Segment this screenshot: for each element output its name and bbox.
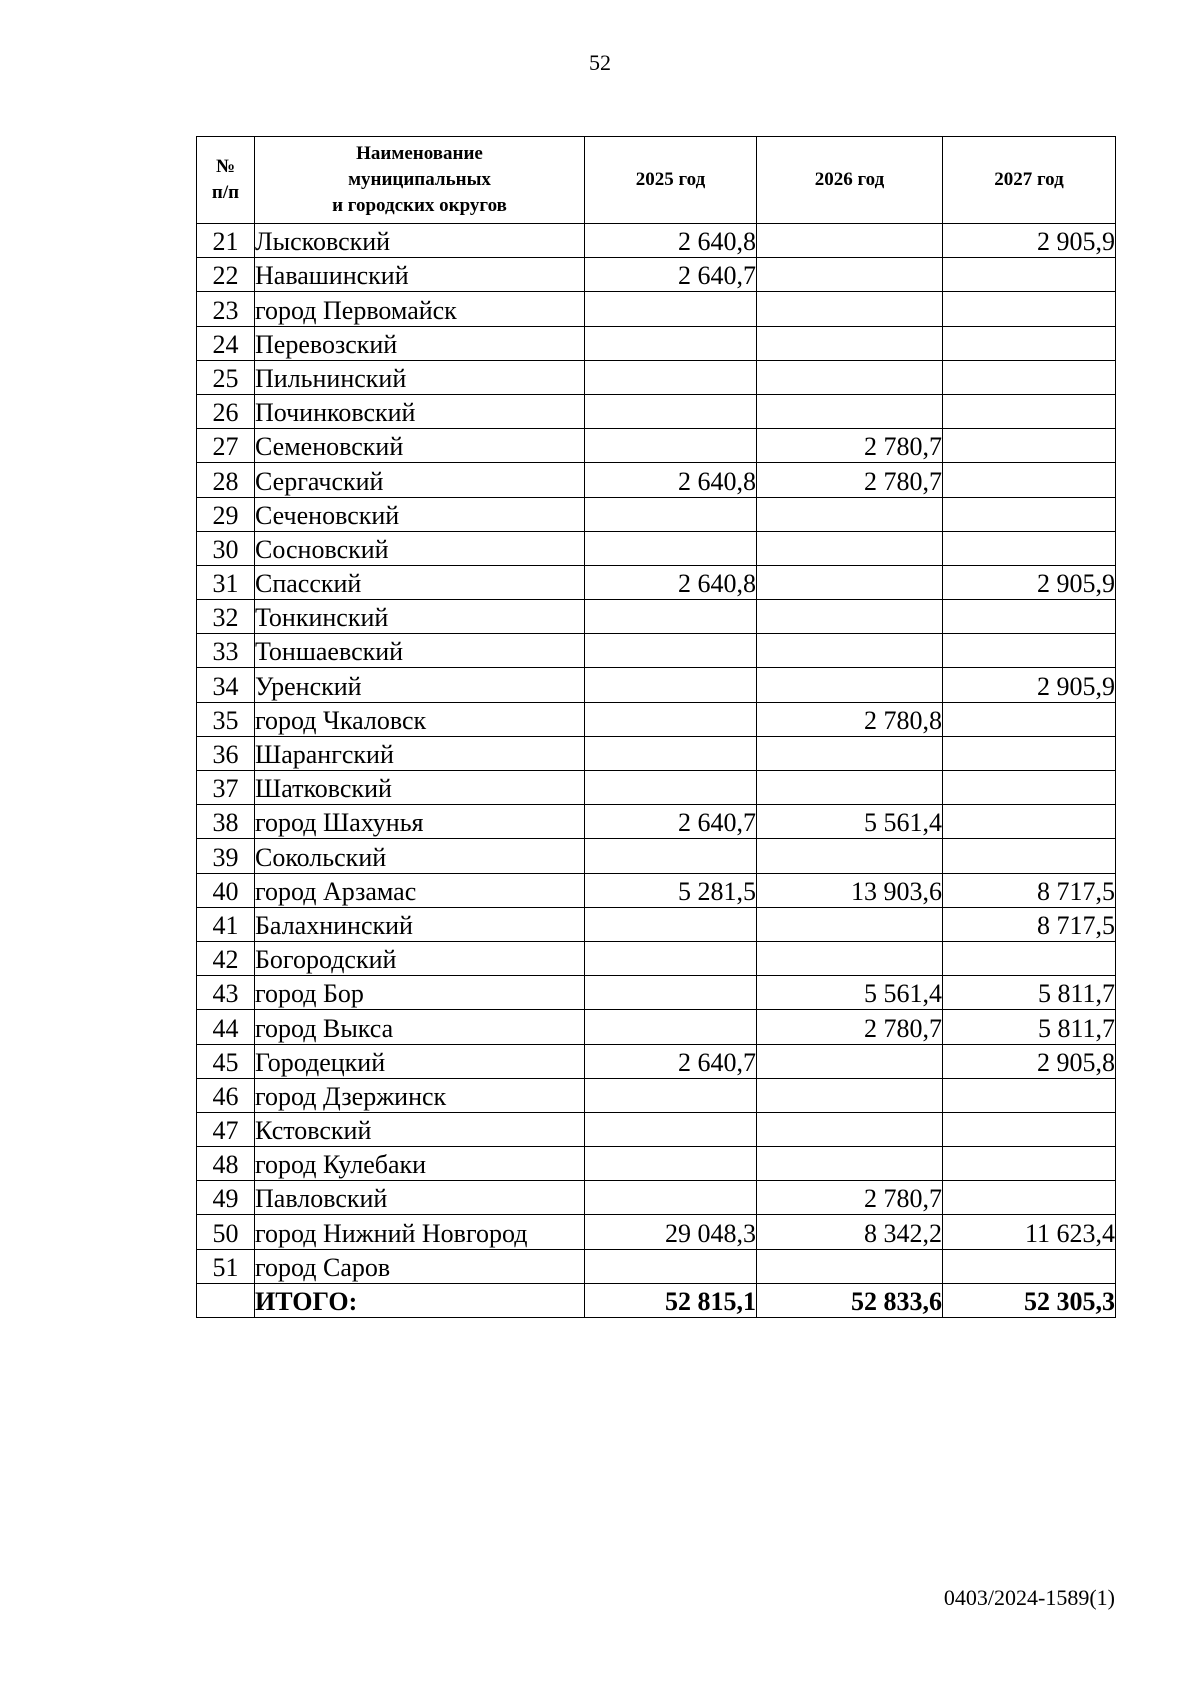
value-2025 — [585, 1147, 757, 1181]
value-2026 — [757, 907, 943, 941]
municipality-name: Балахнинский — [255, 907, 585, 941]
row-number: 50 — [197, 1215, 255, 1249]
table-row — [197, 736, 1116, 770]
header-num: № п/п — [197, 137, 255, 224]
row-number: 43 — [197, 976, 255, 1010]
row-number: 23 — [197, 292, 255, 326]
municipality-name: город Дзержинск — [255, 1078, 585, 1112]
table-row — [197, 565, 1116, 599]
municipality-name: Пильнинский — [255, 360, 585, 394]
value-2026 — [757, 668, 943, 702]
value-2025 — [585, 1078, 757, 1112]
value-2026: 5 561,4 — [757, 805, 943, 839]
value-2025 — [585, 771, 757, 805]
municipality-name: Шарангский — [255, 736, 585, 770]
table-row — [197, 873, 1116, 907]
value-2025: 2 640,8 — [585, 565, 757, 599]
table-row — [197, 463, 1116, 497]
row-number: 37 — [197, 771, 255, 805]
table-row — [197, 1078, 1116, 1112]
value-2026 — [757, 600, 943, 634]
municipality-name: город Арзамас — [255, 873, 585, 907]
value-2025 — [585, 326, 757, 360]
header-2025: 2025 год — [585, 137, 757, 224]
total-2025: 52 815,1 — [585, 1283, 757, 1317]
value-2025: 5 281,5 — [585, 873, 757, 907]
municipality-name: Починковский — [255, 394, 585, 428]
value-2025 — [585, 292, 757, 326]
table-row — [197, 1147, 1116, 1181]
value-2027 — [943, 326, 1116, 360]
document-code: 0403/2024-1589(1) — [943, 1585, 1115, 1610]
value-2027: 5 811,7 — [943, 976, 1116, 1010]
value-2027 — [943, 736, 1116, 770]
value-2027 — [943, 463, 1116, 497]
value-2027: 2 905,9 — [943, 668, 1116, 702]
value-2027 — [943, 634, 1116, 668]
municipality-name: Перевозский — [255, 326, 585, 360]
municipality-name: город Кулебаки — [255, 1147, 585, 1181]
value-2027 — [943, 1249, 1116, 1283]
row-number: 22 — [197, 258, 255, 292]
row-number: 51 — [197, 1249, 255, 1283]
value-2027: 8 717,5 — [943, 873, 1116, 907]
value-2025 — [585, 702, 757, 736]
value-2027 — [943, 394, 1116, 428]
municipality-name: Тонкинский — [255, 600, 585, 634]
value-2026 — [757, 531, 943, 565]
table-row — [197, 1181, 1116, 1215]
row-number: 46 — [197, 1078, 255, 1112]
value-2027: 8 717,5 — [943, 907, 1116, 941]
table-row — [197, 668, 1116, 702]
value-2025: 2 640,7 — [585, 258, 757, 292]
municipality-name: Павловский — [255, 1181, 585, 1215]
row-number: 30 — [197, 531, 255, 565]
municipality-name: Шатковский — [255, 771, 585, 805]
table-body — [197, 224, 1116, 1284]
value-2026: 2 780,7 — [757, 463, 943, 497]
municipality-name: Сосновский — [255, 531, 585, 565]
table-row — [197, 429, 1116, 463]
value-2025 — [585, 668, 757, 702]
table-row — [197, 1249, 1116, 1283]
municipality-name: Тоншаевский — [255, 634, 585, 668]
value-2027 — [943, 531, 1116, 565]
municipality-name: Спасский — [255, 565, 585, 599]
value-2026: 2 780,7 — [757, 1181, 943, 1215]
row-number: 26 — [197, 394, 255, 428]
value-2027 — [943, 292, 1116, 326]
value-2027 — [943, 1078, 1116, 1112]
value-2027 — [943, 360, 1116, 394]
total-label: ИТОГО: — [255, 1283, 585, 1317]
table-row — [197, 771, 1116, 805]
table-row — [197, 326, 1116, 360]
value-2027 — [943, 429, 1116, 463]
table-row — [197, 805, 1116, 839]
table-row — [197, 224, 1116, 258]
municipality-name: Городецкий — [255, 1044, 585, 1078]
value-2026 — [757, 224, 943, 258]
header-name: Наименование муниципальных и городских округов — [255, 137, 585, 224]
value-2027 — [943, 1112, 1116, 1146]
table-row — [197, 1044, 1116, 1078]
value-2026 — [757, 360, 943, 394]
value-2025: 2 640,8 — [585, 463, 757, 497]
value-2026: 2 780,7 — [757, 429, 943, 463]
municipality-name: Сеченовский — [255, 497, 585, 531]
value-2026: 13 903,6 — [757, 873, 943, 907]
total-2027: 52 305,3 — [943, 1283, 1116, 1317]
value-2026 — [757, 1078, 943, 1112]
table-row — [197, 497, 1116, 531]
value-2026: 2 780,7 — [757, 1010, 943, 1044]
value-2027: 2 905,9 — [943, 224, 1116, 258]
value-2025 — [585, 736, 757, 770]
municipality-name: город Выкса — [255, 1010, 585, 1044]
row-number: 42 — [197, 941, 255, 975]
row-number: 28 — [197, 463, 255, 497]
value-2027 — [943, 1181, 1116, 1215]
total-2026: 52 833,6 — [757, 1283, 943, 1317]
value-2026 — [757, 941, 943, 975]
value-2025: 2 640,7 — [585, 805, 757, 839]
table-row — [197, 394, 1116, 428]
row-number: 27 — [197, 429, 255, 463]
page-number: 52 — [589, 50, 611, 75]
municipality-name: город Шахунья — [255, 805, 585, 839]
value-2025: 2 640,8 — [585, 224, 757, 258]
value-2025 — [585, 941, 757, 975]
value-2027 — [943, 805, 1116, 839]
table-row — [197, 839, 1116, 873]
municipal-allocation-table — [196, 136, 1116, 1318]
row-number: 44 — [197, 1010, 255, 1044]
row-number: 41 — [197, 907, 255, 941]
value-2027 — [943, 600, 1116, 634]
municipality-name: Лысковский — [255, 224, 585, 258]
row-number: 34 — [197, 668, 255, 702]
value-2026 — [757, 565, 943, 599]
value-2026 — [757, 326, 943, 360]
row-number: 31 — [197, 565, 255, 599]
table-row — [197, 634, 1116, 668]
value-2025: 29 048,3 — [585, 1215, 757, 1249]
value-2026: 2 780,8 — [757, 702, 943, 736]
table-header-row — [197, 137, 1116, 224]
value-2026 — [757, 736, 943, 770]
municipality-name: Уренский — [255, 668, 585, 702]
value-2025 — [585, 907, 757, 941]
value-2026 — [757, 839, 943, 873]
table-row — [197, 292, 1116, 326]
value-2025 — [585, 600, 757, 634]
value-2027: 11 623,4 — [943, 1215, 1116, 1249]
municipality-name: город Бор — [255, 976, 585, 1010]
value-2026: 5 561,4 — [757, 976, 943, 1010]
table-row — [197, 907, 1116, 941]
row-number: 21 — [197, 224, 255, 258]
value-2027 — [943, 941, 1116, 975]
row-number: 39 — [197, 839, 255, 873]
value-2026 — [757, 394, 943, 428]
row-number: 48 — [197, 1147, 255, 1181]
municipality-name: город Первомайск — [255, 292, 585, 326]
value-2027 — [943, 839, 1116, 873]
row-number: 25 — [197, 360, 255, 394]
value-2027: 5 811,7 — [943, 1010, 1116, 1044]
value-2025 — [585, 394, 757, 428]
value-2025 — [585, 1010, 757, 1044]
value-2027: 2 905,8 — [943, 1044, 1116, 1078]
row-number: 40 — [197, 873, 255, 907]
row-number: 36 — [197, 736, 255, 770]
value-2025 — [585, 976, 757, 1010]
value-2027 — [943, 1147, 1116, 1181]
value-2026 — [757, 1044, 943, 1078]
value-2025 — [585, 531, 757, 565]
value-2026 — [757, 1249, 943, 1283]
table-row — [197, 941, 1116, 975]
value-2026 — [757, 258, 943, 292]
value-2027 — [943, 258, 1116, 292]
value-2026 — [757, 1112, 943, 1146]
value-2025 — [585, 1112, 757, 1146]
value-2026 — [757, 292, 943, 326]
value-2026 — [757, 771, 943, 805]
row-number: 33 — [197, 634, 255, 668]
value-2025 — [585, 839, 757, 873]
header-2027: 2027 год — [943, 137, 1116, 224]
total-row — [197, 1283, 1116, 1317]
header-2026: 2026 год — [757, 137, 943, 224]
table-row — [197, 1112, 1116, 1146]
value-2025 — [585, 1181, 757, 1215]
value-2025: 2 640,7 — [585, 1044, 757, 1078]
municipality-name: город Саров — [255, 1249, 585, 1283]
table-row — [197, 976, 1116, 1010]
value-2027 — [943, 771, 1116, 805]
table-row — [197, 1215, 1116, 1249]
value-2025 — [585, 429, 757, 463]
row-number: 45 — [197, 1044, 255, 1078]
table-row — [197, 360, 1116, 394]
value-2027: 2 905,9 — [943, 565, 1116, 599]
value-2025 — [585, 360, 757, 394]
table-row — [197, 702, 1116, 736]
municipality-name: город Нижний Новгород — [255, 1215, 585, 1249]
value-2026 — [757, 1147, 943, 1181]
row-number: 32 — [197, 600, 255, 634]
value-2026 — [757, 497, 943, 531]
row-number: 49 — [197, 1181, 255, 1215]
municipality-name: Сокольский — [255, 839, 585, 873]
value-2025 — [585, 497, 757, 531]
municipality-name: Богородский — [255, 941, 585, 975]
value-2025 — [585, 634, 757, 668]
row-number: 24 — [197, 326, 255, 360]
value-2025 — [585, 1249, 757, 1283]
municipality-name: Кстовский — [255, 1112, 585, 1146]
municipality-name: город Чкаловск — [255, 702, 585, 736]
row-number: 29 — [197, 497, 255, 531]
value-2027 — [943, 497, 1116, 531]
value-2026 — [757, 634, 943, 668]
table-row — [197, 1010, 1116, 1044]
value-2026: 8 342,2 — [757, 1215, 943, 1249]
municipality-name: Сергачский — [255, 463, 585, 497]
total-num-cell — [197, 1283, 255, 1317]
table-row — [197, 531, 1116, 565]
row-number: 35 — [197, 702, 255, 736]
row-number: 47 — [197, 1112, 255, 1146]
row-number: 38 — [197, 805, 255, 839]
value-2027 — [943, 702, 1116, 736]
table-row — [197, 600, 1116, 634]
municipality-name: Семеновский — [255, 429, 585, 463]
municipality-name: Навашинский — [255, 258, 585, 292]
table-row — [197, 258, 1116, 292]
